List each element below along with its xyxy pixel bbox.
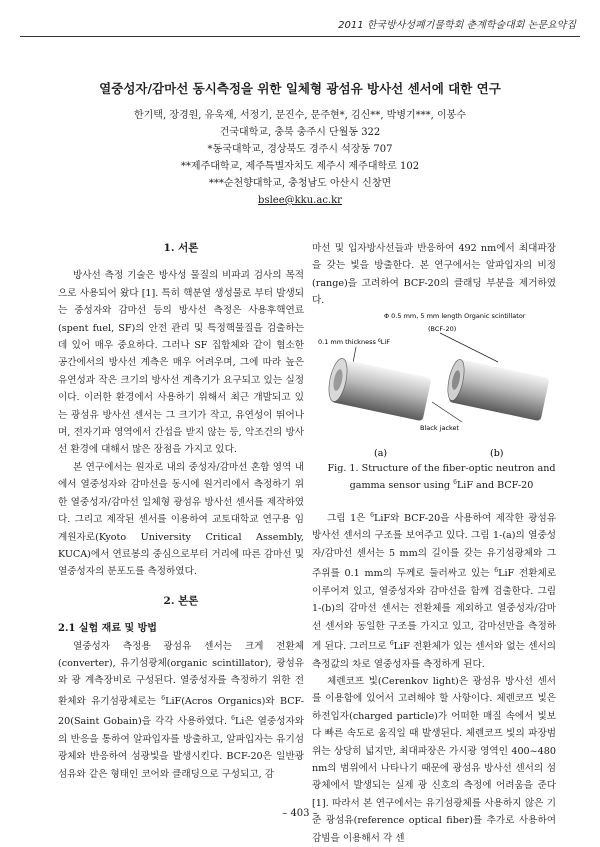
sensor-b-diagram <box>445 358 550 421</box>
section-1-heading: 1. 서론 <box>163 242 199 254</box>
figure-label-jacket: Black jacket <box>420 423 460 432</box>
figure-caption-line-1: Fig. 1. Structure of the fiber-optic neutron and <box>327 462 556 474</box>
affiliation-3: **제주대학교, 제주특별자치도 제주시 제주대학로 102 <box>180 161 420 172</box>
intro-paragraph-1: 방사선 측정 기술은 방사성 물질의 비파괴 검사의 목적으로 사용되어 왔다 [1]. 특히 핵분열 생성물로 부터 발생되는 중성자와 감마선 등의 방사선 측정은 사용후핵연료(spent fuel, SF)의 안전 관리 및 특정핵물질을 검출하는데 있어 매우 중요하다. 그러나 SF 집합체와 같이 협소한 공간에서의 방사선 계측은 매우 어려우며, 그에 따라 높은 유연성과 작은 크기의 방사선 계측기가 요구되고 있는 실정이다. 이러한 환경에서 사용하기 위해서 최근 개발되고 있는 광섬유 방사선 센서는 그 크기가 작고, 유연성이 뛰어나며, 전자기파 영역에서 간섭을 받지 않는 등, 악조건의 방사선 환경에 대해서 많은 장점을 가지고 있다. <box>58 270 304 456</box>
section-2-heading: 2. 본론 <box>163 594 199 607</box>
left-column <box>58 240 304 783</box>
email-link[interactable]: bslee@kku.ac.kr <box>258 195 342 206</box>
author-block <box>0 107 600 209</box>
figure-label-bcf: (BCF-20) <box>428 324 457 333</box>
paper-title: 열중성자/감마선 동시측정을 위한 일체형 광섬유 방사선 센서에 대한 연구 <box>99 81 501 96</box>
running-head: 2011 한국방사성폐기물학회 춘계학술대회 논문요약집 <box>338 20 576 31</box>
sensor-a-diagram <box>326 356 432 420</box>
figure-description-paragraph: 그림 1은 $^6$LiF와 BCF-20을 사용하여 제작한 광섬유 방사선 센서의 구조를 보여주고 있다. 그림 1-(a)의 열중성자/감마선 센서는 5 mm의 길이를 갖는 유기섬광체와 그 주위를 0.1 mm의 두께로 둘러싸고 있는 $^6$LiF 전환체로 이루어져 있고, 열중성자와 감마선을 함께 검출한다. 그림 1-(b)의 감마선 센서는 전환체를 제외하고 열중성자/감마선 센서와 동일한 구조를 가지고 있고, 감마선만을 측정하게 된다. 그러므로 $^6$LiF 전환체가 있는 센서와 없는 센서의 측정값의 차로 열중성자를 측정하게 된다. <box>312 511 557 670</box>
methods-paragraph-1: 열중성자 측정용 광섬유 센서는 크게 전환체(converter), 유기섬광체(organic scintillator), 광섬유와 광 계측장비로 구성된다. 열중성자를 측정하기 위한 전환체와 유기섬광체로는 $^6$LiF(Acros Organics)와 BCF-20(Saint Gobain)을 각각 사용하였다. $^6$Li은 열중성자와의 반응을 통하여 알파입자를 방출하고, 알파입자는 유기섬광체와 반응하여 섬광빛을 발생시킨다. BCF-20은 일반광섬유와 같은 형태인 코어와 클래딩으로 구성되고, 감 <box>58 640 304 780</box>
cerenkov-paragraph: 체렌코프 빛(Cerenkov light)은 광섬유 방사선 센서를 이용함에 있어서 고려해야 할 사항이다. 체렌코프 빛은 하전입자(charged particle)가 어떠한 매질 속에서 빛보다 빠른 속도로 움직일 때 발생된다. 체렌코프 빛의 파장범위는 상당히 넓지만, 최대파장은 가시광 영역인 400~480 nm의 범위에서 나타나기 때문에 광섬유 방사선 센서의 섬광체에서 발생되는 실제 광 신호의 측정에 어려움을 준다 [1]. 따라서 본 연구에서는 유기섬광체를 사용하지 않은 기준 광섬유(reference optical fiber)를 추가로 사용하여 감빔을 이용해서 각 센 <box>312 676 556 844</box>
figure-label-a: (a) <box>374 447 388 459</box>
figure-1 <box>312 310 556 462</box>
sensor-structure-diagram <box>312 310 556 462</box>
figure-caption-line-2: gamma sensor using $^6$LiF and BCF-20 <box>349 478 534 491</box>
affiliation-2: *동국대학교, 경상북도 경주시 석장동 707 <box>207 144 393 155</box>
figure-label-lif: 0.1 mm thickness $^6$LiF <box>318 337 390 346</box>
figure-label-b: (b) <box>490 447 504 459</box>
affiliation-4: ***순천향대학교, 충청남도 아산시 신창면 <box>208 178 392 189</box>
methods-paragraph-2: 마선 및 입자방사선들과 반응하여 492 nm에서 최대파장을 갖는 빛을 방출한다. 본 연구에서는 알파입자의 비정(range)을 고려하여 BCF-20의 클래딩 부분을 제거하였다. <box>312 243 556 307</box>
intro-paragraph-2: 본 연구에서는 원자로 내의 중성자/감마선 혼합 영역 내에서 열중성자와 감마선을 동시에 원거리에서 측정하기 위한 열중성자/감마선 일체형 광섬유 방사선 센서를 제작하였다. 그리고 제작된 센서를 이용하여 교토대학교 연구용 임계원자로(Kyoto University Critical Assembly, KUCA)에서 연료봉의 중심으로부터 거리에 따른 감마선 및 열중성자의 분포도를 측정하였다. <box>58 461 304 578</box>
subsection-2-1-heading: 2.1 실험 재료 및 방법 <box>58 623 157 635</box>
affiliation-1: 건국대학교, 충북 충주시 단월동 322 <box>219 127 381 138</box>
figure-label-scintillator: Φ 0.5 mm, 5 mm length Organic scintillator <box>384 311 526 320</box>
page-number: – 403 – <box>282 808 318 819</box>
author-list: 한기택, 장경원, 유욱재, 서정기, 문진수, 문주현*, 김신**, 박병기***, 이봉수 <box>133 110 467 121</box>
header-rule <box>20 36 580 37</box>
right-column <box>312 240 556 847</box>
